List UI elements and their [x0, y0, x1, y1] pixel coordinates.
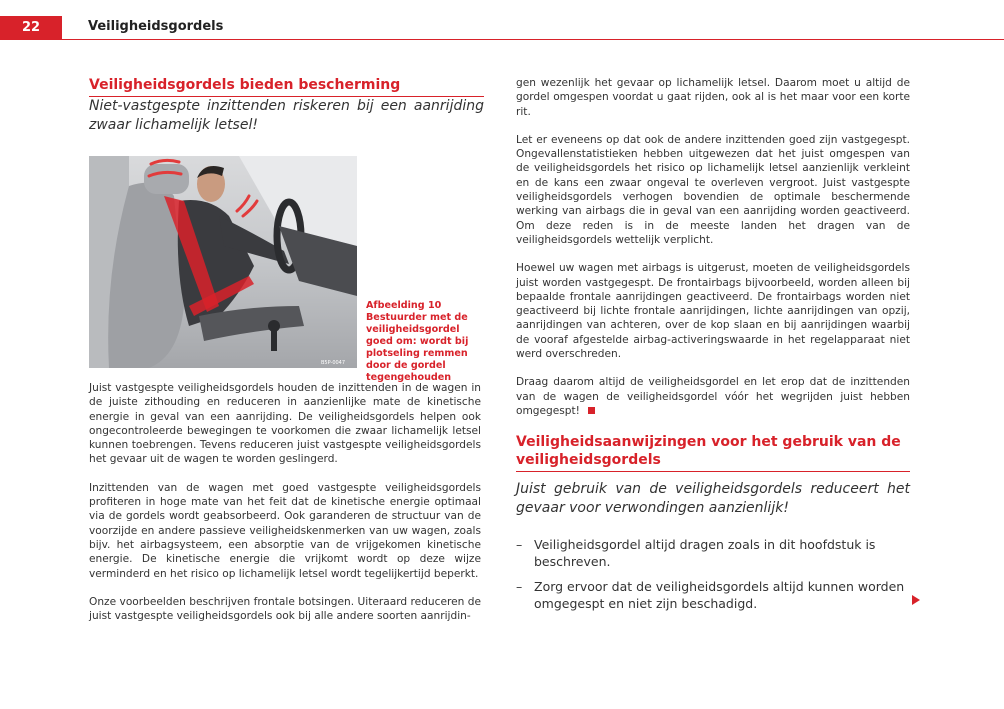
list-item [516, 536, 910, 570]
list-item-text: Veiligheidsgordel altijd dragen zoals in dit hoofdstuk is beschreven. [534, 537, 876, 569]
left-column-body [89, 381, 481, 637]
right-column-section-2 [516, 433, 910, 620]
paragraph: Let er eveneens op dat ook de andere inzittenden goed zijn vastgegespt. Ongevallenstatistieken hebben uitgewezen dat het juist omgespen van de veiligheidsgordels het risico op lichamelijk letsel aanzienlijk verkleint en de kans een zwaar ongeval te overleven vergroot. Juist vastgespte veiligheidsgordels verhogen bovendien de optimale beschermende werking van airbags die in geval van een aanrijding worden geactiveerd. Om deze reden is in de meeste landen het dragen van de veiligheidsgordels wettelijk verplicht. [516, 133, 910, 246]
right-column-body [516, 76, 910, 432]
paragraph: Onze voorbeelden beschrijven frontale botsingen. Uiteraard reduceren de juist vastgespte veiligheidsgordels ook bij alle andere soorten aanrijdin- [89, 595, 481, 623]
page-header [0, 0, 1004, 42]
paragraph: Inzittenden van de wagen met goed vastgespte veiligheidsgordels profiteren in hoge mate van het feit dat de kinetische energie optimaal via de gordels wordt geabsorbeerd. Ook garanderen de structuur van de voorzijde en andere passieve veiligheidskenmerken van uw wagen, zoals bijv. het airbagsysteem, een absorptie van de vrijgekomen kinetische energie. De kinetische energie die vrijkomt wordt op deze wijze verminderd en het risico op lichamelijk letsel wordt tegelijkertijd beperkt. [89, 481, 481, 580]
paragraph-text: Draag daarom altijd de veiligheidsgordel en let erop dat de inzittenden van de wagen de veiligheidsgordel vóór het wegrijden juist hebben omgegespt! [516, 376, 910, 417]
section-title-instructions: Veiligheidsaanwijzingen voor het gebruik van de veiligheidsgordels [516, 433, 910, 472]
left-column-top [89, 76, 484, 149]
section-title-protection: Veiligheidsgordels bieden bescherming [89, 76, 484, 97]
paragraph: Hoewel uw wagen met airbags is uitgerust, moeten de veiligheidsgordels juist worden vastgegespt. De frontairbags bijvoorbeeld, worden alleen bij bepaalde frontale aanrijdingen geactiveerd. De frontairbags worden niet geactiveerd bij lichte frontale aanrijdingen, lichte aanrijdingen van opzij, aanrijdingen van achteren, over de kop slaan en bij aanrijdingen waarbij de vooraf afgestelde airbag-activeringswaarde in het regelapparaat niet werd overschreden. [516, 262, 910, 361]
paragraph: gen wezenlijk het gevaar op lichamelijk letsel. Daarom moet u altijd de gordel omgespen voordat u gaat rijden, ook al is het maar voor een korte rit. [516, 77, 910, 118]
page-number: 22 [0, 16, 62, 40]
figure-caption: Afbeelding 10 Bestuurder met de veiligheidsgordel goed om: wordt bij plotseling remmen door de gordel tegengehouden [366, 300, 469, 383]
paragraph: Juist vastgespte veiligheidsgordels houden de inzittenden in de wagen in de juiste zithouding en reduceren in aanzienlijke mate de kinetische energie in geval van een aanrijding. De veiligheidsgordels helpen ook ongecontroleerde bewegingen te voorkomen die zwaar lichamelijk letsel kunnen toebrengen. Tevens reduceren juist vastgespte veiligheidsgordels het gevaar uit de wagen te worden geslingerd. [89, 382, 481, 466]
bullet-dash: – [516, 579, 523, 594]
bullet-dash: – [516, 537, 523, 552]
chapter-title: Veiligheidsgordels [88, 19, 224, 34]
list-item [516, 578, 910, 612]
end-of-section-marker [588, 407, 595, 414]
section-lead-protection: Niet-vastgespte inzittenden riskeren bij een aanrijding zwaar lichamelijk letsel! [89, 98, 484, 133]
driver-seatbelt-photo [89, 156, 357, 368]
header-rule [62, 39, 1004, 40]
driver-illustration [89, 156, 357, 368]
paragraph-last [516, 375, 910, 418]
figure-code: B5P-0047 [321, 360, 346, 366]
list-item-text: Zorg ervoor dat de veiligheidsgordels altijd kunnen worden omgegespt en niet zijn beschadigd. [534, 579, 905, 611]
continue-arrow-icon [912, 595, 920, 605]
section-lead-instructions: Juist gebruik van de veiligheidsgordels reduceert het gevaar voor verwondingen aanzienlijk! [516, 481, 910, 516]
instruction-list [516, 536, 910, 612]
